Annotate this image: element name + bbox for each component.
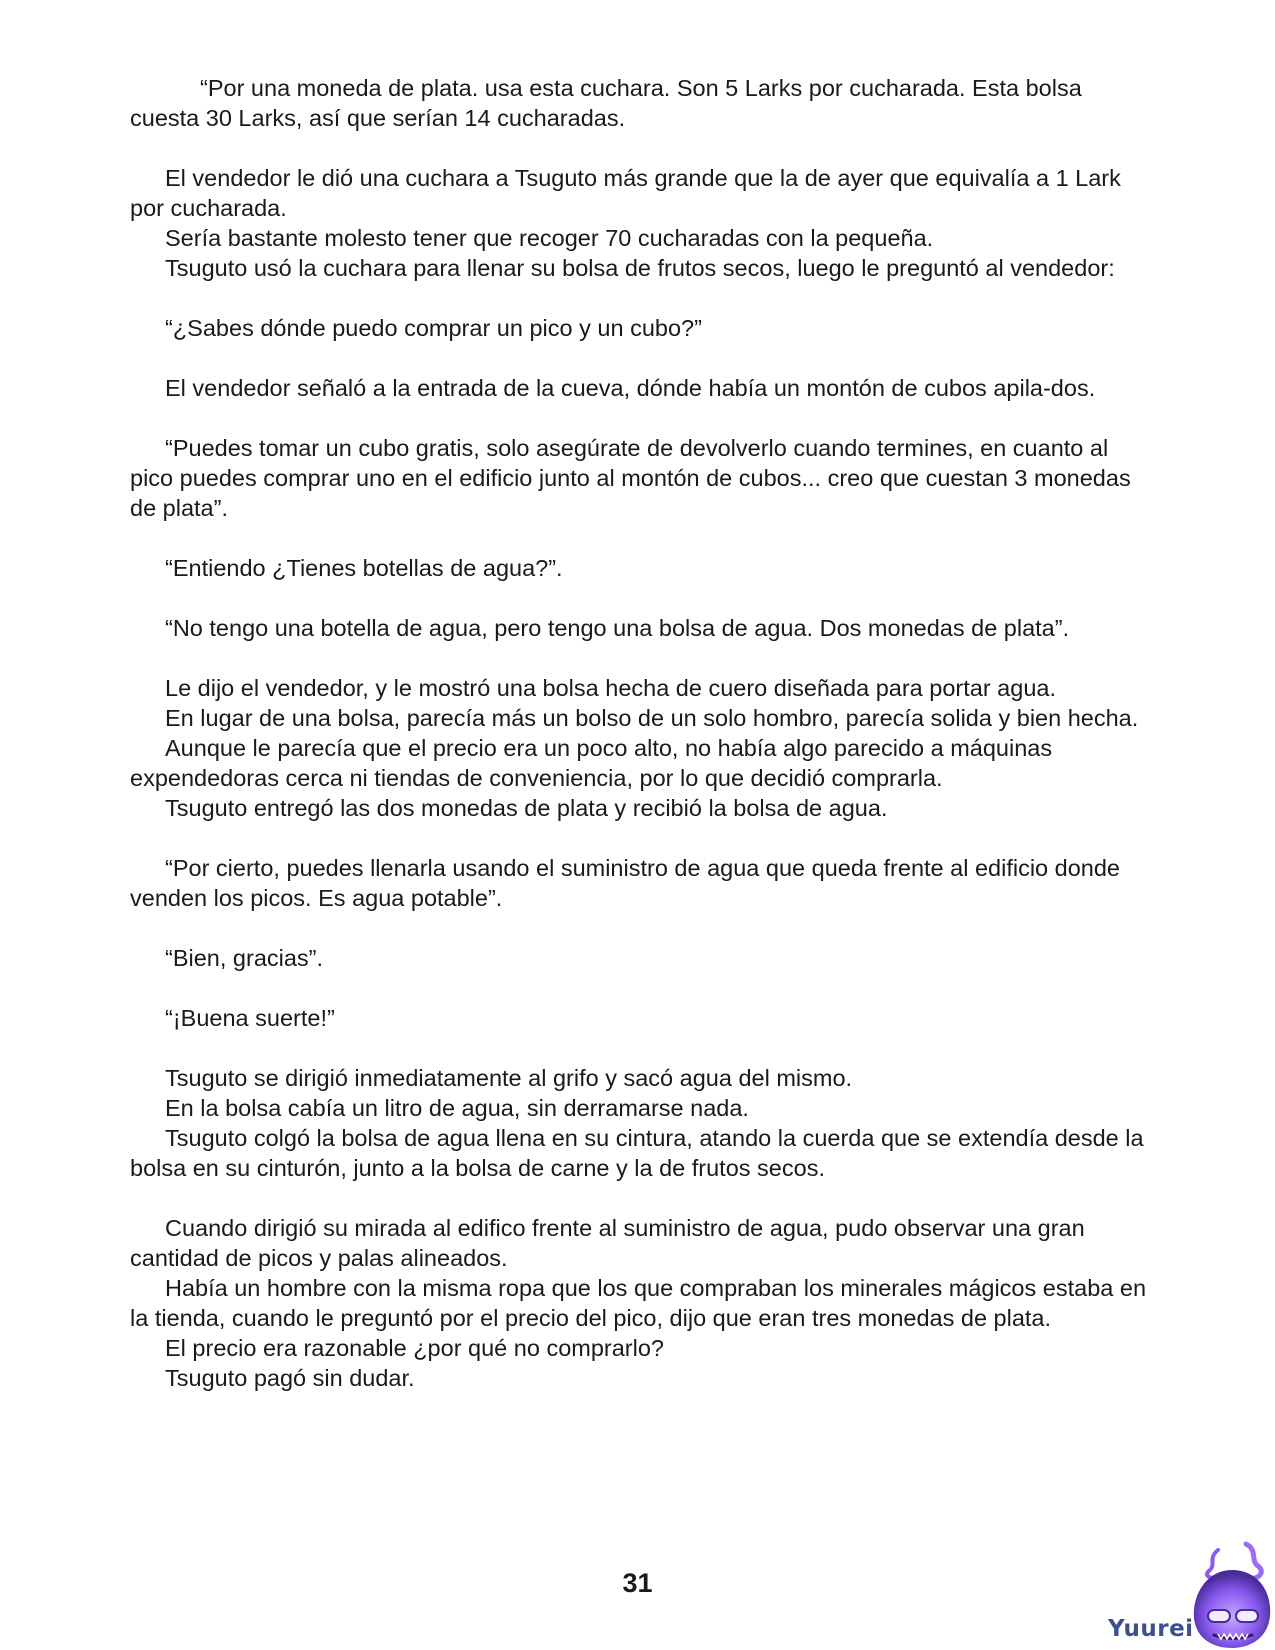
paragraph-gap [130, 1183, 1150, 1213]
paragraph-gap [130, 583, 1150, 613]
paragraph: Sería bastante molesto tener que recoger 70 cucharadas con la pequeña. [165, 225, 934, 251]
purple-ghost-icon [1188, 1540, 1275, 1650]
paragraph: “Por cierto, puedes llenarla usando el suministro de agua que queda frente al edificio donde venden los picos. Es agua potable”. [130, 855, 1120, 911]
paragraph: Tsuguto colgó la bolsa de agua llena en su cintura, atando la cuerda que se extendía desde la bolsa en su cinturón, junto a la bolsa de carne y la de frutos secos. [130, 1125, 1144, 1181]
paragraph: En la bolsa cabía un litro de agua, sin derramarse nada. [165, 1095, 749, 1121]
paragraph-gap [130, 133, 1150, 163]
paragraph-gap [130, 403, 1150, 433]
watermark-text: Yuurei [1108, 1616, 1194, 1642]
paragraph: El precio era razonable ¿por qué no comprarlo? [165, 1335, 664, 1361]
paragraph: “Bien, gracias”. [165, 945, 324, 971]
paragraph: Había un hombre con la misma ropa que los que compraban los minerales mágicos estaba en la tienda, cuando le preguntó por el precio del pico, dijo que eran tres monedas de plata. [130, 1275, 1147, 1331]
paragraph: “¿Sabes dónde puedo comprar un pico y un cubo?” [165, 315, 702, 341]
watermark [1100, 1540, 1275, 1650]
paragraph: Tsuguto se dirigió inmediatamente al grifo y sacó agua del mismo. [165, 1065, 853, 1091]
paragraph: Le dijo el vendedor, y le mostró una bolsa hecha de cuero diseñada para portar agua. [165, 675, 1056, 701]
paragraph-gap [130, 643, 1150, 673]
page-body [130, 73, 1150, 1393]
paragraph: El vendedor le dió una cuchara a Tsuguto más grande que la de ayer que equivalía a 1 Lark por cucharada. [130, 165, 1121, 221]
paragraph: Cuando dirigió su mirada al edifico frente al suministro de agua, pudo observar una gran cantidad de picos y palas alineados. [130, 1215, 1085, 1271]
paragraph: “Puedes tomar un cubo gratis, solo asegúrate de devolverlo cuando termines, en cuanto al pico puedes comprar uno en el edificio junto al montón de cubos... creo que cuestan 3 monedas de plata”. [130, 435, 1131, 521]
paragraph: Tsuguto entregó las dos monedas de plata y recibió la bolsa de agua. [165, 795, 888, 821]
paragraph-gap [130, 913, 1150, 943]
paragraph-gap [130, 283, 1150, 313]
paragraph: “Entiendo ¿Tienes botellas de agua?”. [165, 555, 563, 581]
paragraph: Tsuguto usó la cuchara para llenar su bolsa de frutos secos, luego le preguntó al vendedor: [165, 255, 1115, 281]
paragraph: “¡Buena suerte!” [165, 1005, 335, 1031]
paragraph-gap [130, 1033, 1150, 1063]
paragraph: “No tengo una botella de agua, pero tengo una bolsa de agua. Dos monedas de plata”. [165, 615, 1070, 641]
paragraph: “Por una moneda de plata. usa esta cuchara. Son 5 Larks por cucharada. Esta bolsa cuesta 30 Larks, así que serían 14 cucharadas. [130, 75, 1082, 131]
paragraph-gap [130, 973, 1150, 1003]
paragraph: En lugar de una bolsa, parecía más un bolso de un solo hombro, parecía solida y bien hecha. [165, 705, 1139, 731]
page-number: 31 [622, 1568, 653, 1598]
paragraph: Aunque le parecía que el precio era un poco alto, no había algo parecido a máquinas expendedoras cerca ni tiendas de conveniencia, por lo que decidió comprarla. [130, 735, 1053, 791]
paragraph-gap [130, 523, 1150, 553]
paragraph-gap [130, 823, 1150, 853]
paragraph: Tsuguto pagó sin dudar. [165, 1365, 415, 1391]
paragraph-gap [130, 343, 1150, 373]
paragraph: El vendedor señaló a la entrada de la cueva, dónde había un montón de cubos apila-dos. [165, 375, 1096, 401]
